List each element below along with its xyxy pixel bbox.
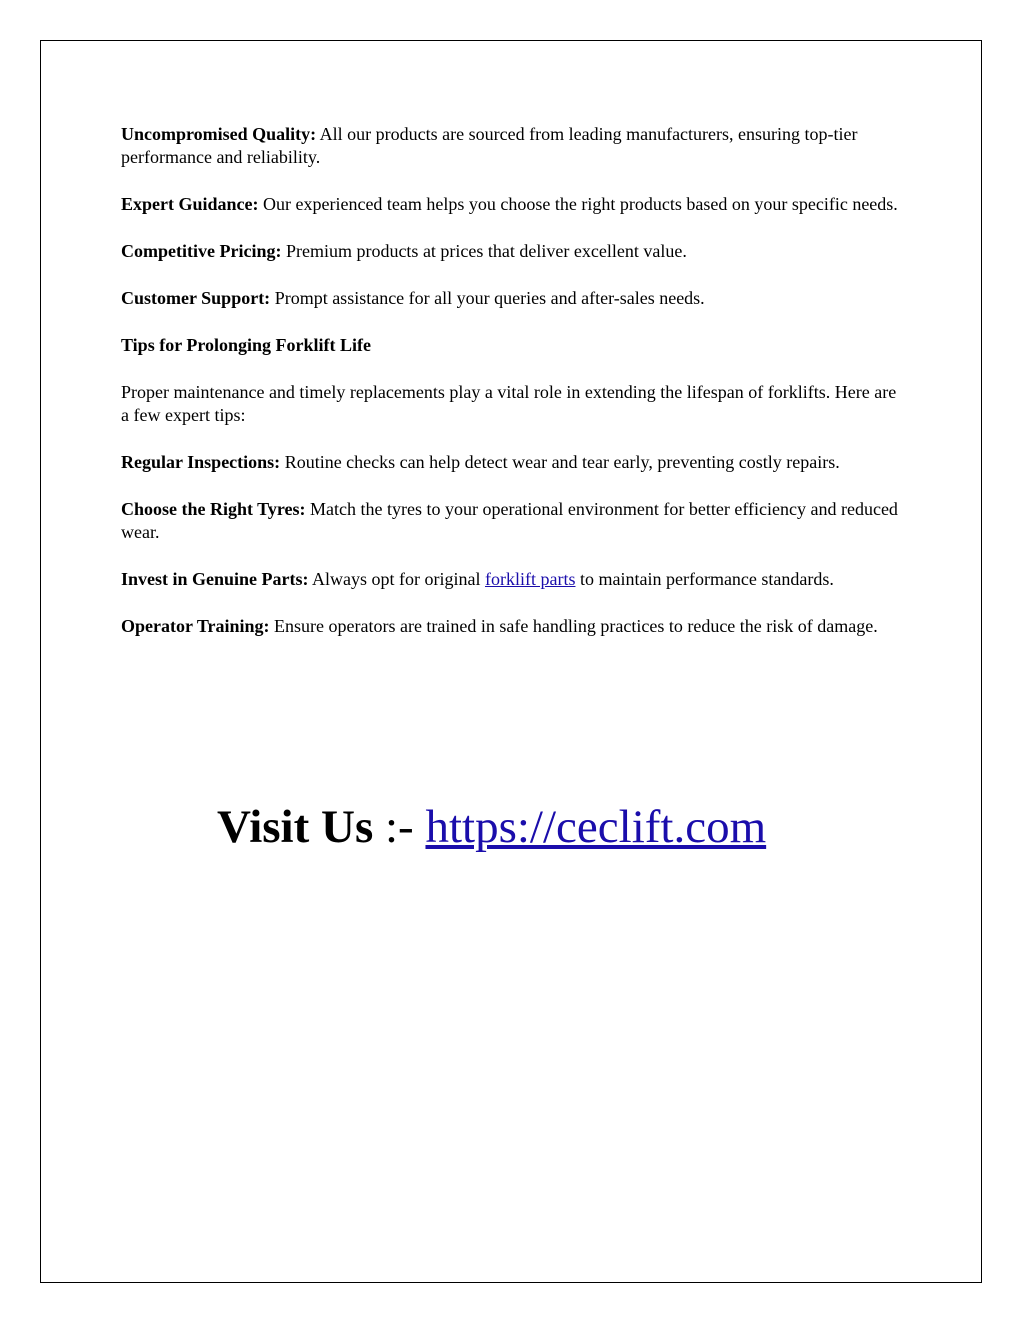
paragraph-label: Uncompromised Quality:	[121, 124, 317, 144]
tip-label: Regular Inspections:	[121, 452, 281, 472]
section-heading	[121, 334, 901, 357]
tip-regular-inspections	[121, 451, 901, 474]
paragraph-competitive-pricing	[121, 240, 901, 263]
tip-label: Operator Training:	[121, 616, 270, 636]
section-heading-text: Tips for Prolonging Forklift Life	[121, 335, 372, 355]
tip-text: Ensure operators are trained in safe handling practices to reduce the risk of damage.	[269, 616, 878, 636]
website-link[interactable]: https://ceclift.com	[425, 801, 767, 853]
paragraph-expert-guidance	[121, 193, 901, 216]
paragraph-label: Customer Support:	[121, 288, 271, 308]
paragraph-text: Prompt assistance for all your queries and after-sales needs.	[270, 288, 705, 308]
tip-label: Invest in Genuine Parts:	[121, 569, 309, 589]
paragraph-label: Competitive Pricing:	[121, 241, 282, 261]
tip-text-before: Always opt for original	[308, 569, 485, 589]
paragraph-text: Premium products at prices that deliver excellent value.	[281, 241, 687, 261]
visit-us-separator: :-	[373, 801, 426, 853]
visit-us-line	[217, 799, 766, 855]
tip-text: Routine checks can help detect wear and tear early, preventing costly repairs.	[280, 452, 840, 472]
document-content	[121, 123, 901, 662]
tip-operator-training	[121, 615, 901, 638]
tip-label: Choose the Right Tyres:	[121, 499, 306, 519]
paragraph-uncompromised-quality	[121, 123, 901, 169]
paragraph-text: All our products are sourced from leading manufacturers, ensuring top-tier performance and reliability.	[121, 124, 858, 167]
visit-us-label: Visit Us	[217, 801, 374, 853]
paragraph-label: Expert Guidance:	[121, 194, 259, 214]
paragraph-text: Our experienced team helps you choose the right products based on your specific needs.	[258, 194, 898, 214]
intro-paragraph: Proper maintenance and timely replacements play a vital role in extending the lifespan of forklifts. Here are a few expert tips:	[121, 382, 897, 425]
tip-invest-genuine-parts	[121, 568, 901, 591]
tip-choose-right-tyres	[121, 498, 901, 544]
tip-text: Match the tyres to your operational environment for better efficiency and reduced wear.	[121, 499, 898, 542]
document-page	[40, 40, 982, 1283]
tip-text-after: to maintain performance standards.	[575, 569, 834, 589]
forklift-parts-link[interactable]: forklift parts	[485, 569, 576, 589]
paragraph-customer-support	[121, 287, 901, 310]
